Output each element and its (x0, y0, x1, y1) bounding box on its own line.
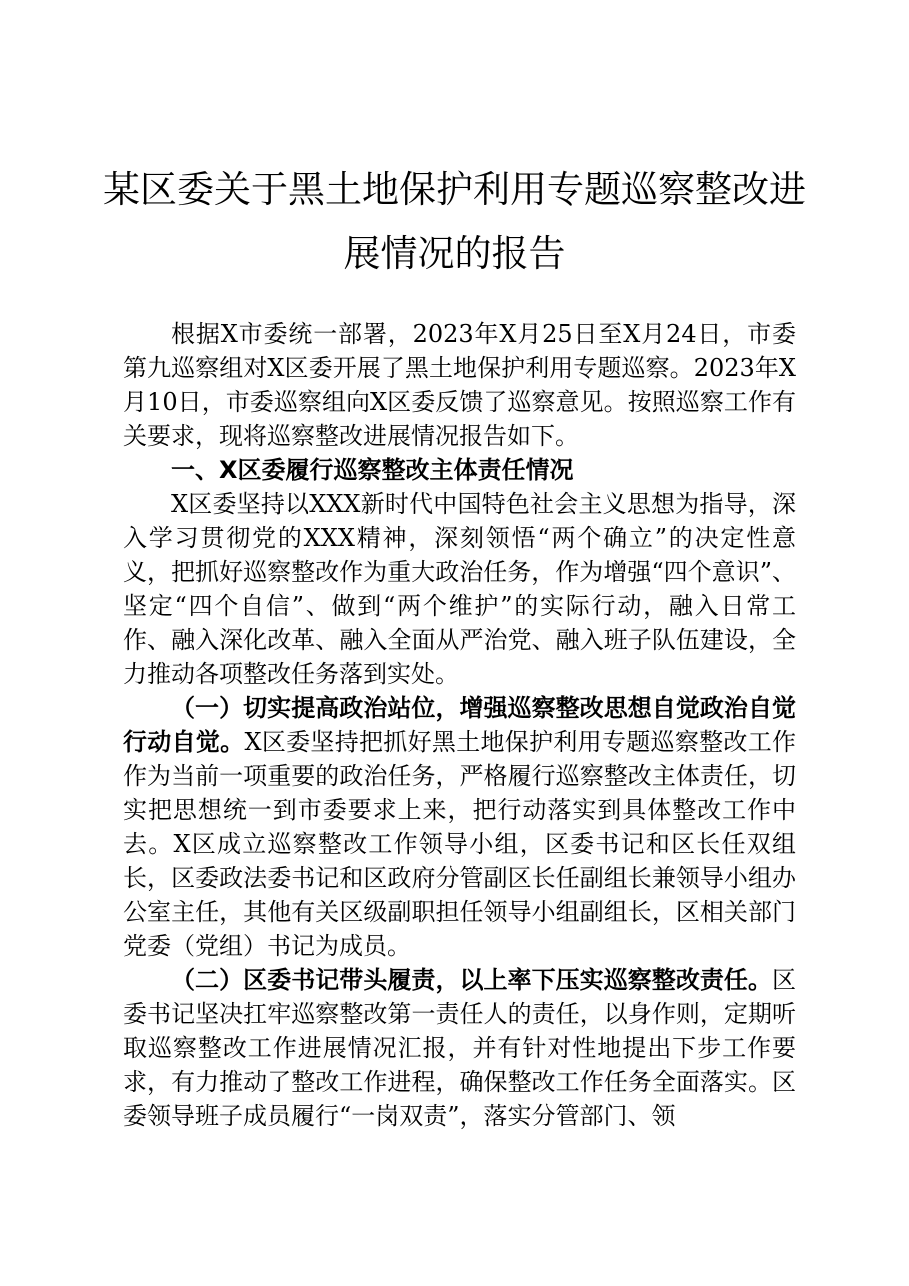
subsection-1-text: X区委坚持把抓好黑土地保护利用专题巡察整改工作作为当前一项重要的政治任务，严格履行巡察整改主体责任，切实把思想统一到市委要求上来，把行动落实到具体整改工作中去。X区成立巡察整改工作领导小组，区委书记和区长任双组长，区委政法委书记和区政府分管副区长任副组长兼领导小组办公室主任，其他有关区级副职担任领导小组副组长，区相关部门党委（党组）书记为成员。 (123, 728, 796, 960)
section-1-paragraph: X区委坚持以XXX新时代中国特色社会主义思想为指导，深入学习贯彻党的XXX精神，深刻领悟“两个确立”的决定性意义，把抓好巡察整改作为重大政治任务，作为增强“四个意识”、坚定“四个自信”、做到“两个维护”的实际行动，融入日常工作、融入深化改革、融入全面从严治党、融入班子队伍建设，全力推动各项整改任务落到实处。 (123, 490, 796, 688)
intro-paragraph: 根据X市委统一部署，2023年X月25日至X月24日，市委第九巡察组对X区委开展了黑土地保护利用专题巡察。2023年X月10日，市委巡察组向X区委反馈了巡察意见。按照巡察工作有关要求，现将巡察整改进展情况报告如下。 (123, 320, 796, 450)
document-title: 某区委关于黑土地保护利用专题巡察整改进展情况的报告 (103, 168, 806, 275)
subsection-2-paragraph (123, 963, 796, 1133)
subsection-2-lead: （二）区委书记带头履责，以上率下压实巡察整改责任。 (171, 965, 772, 994)
subsection-2-text: 区委书记坚决扛牢巡察整改第一责任人的责任，以身作则，定期听取巡察整改工作进展情况汇报，并有针对性地提出下步工作要求，有力推动了整改工作进程，确保整改工作任务全面落实。区委领导班子成员履行“一岗双责”，落实分管部门、领 (123, 966, 796, 1130)
subsection-1-paragraph (123, 691, 796, 963)
section-heading-1: 一、X区委履行巡察整改主体责任情况 (171, 456, 574, 484)
document-body (123, 317, 796, 1133)
subsection-1-lead: （一）切实提高政治站位，增强巡察整改思想自觉政治自觉行动自觉。 (123, 693, 796, 756)
